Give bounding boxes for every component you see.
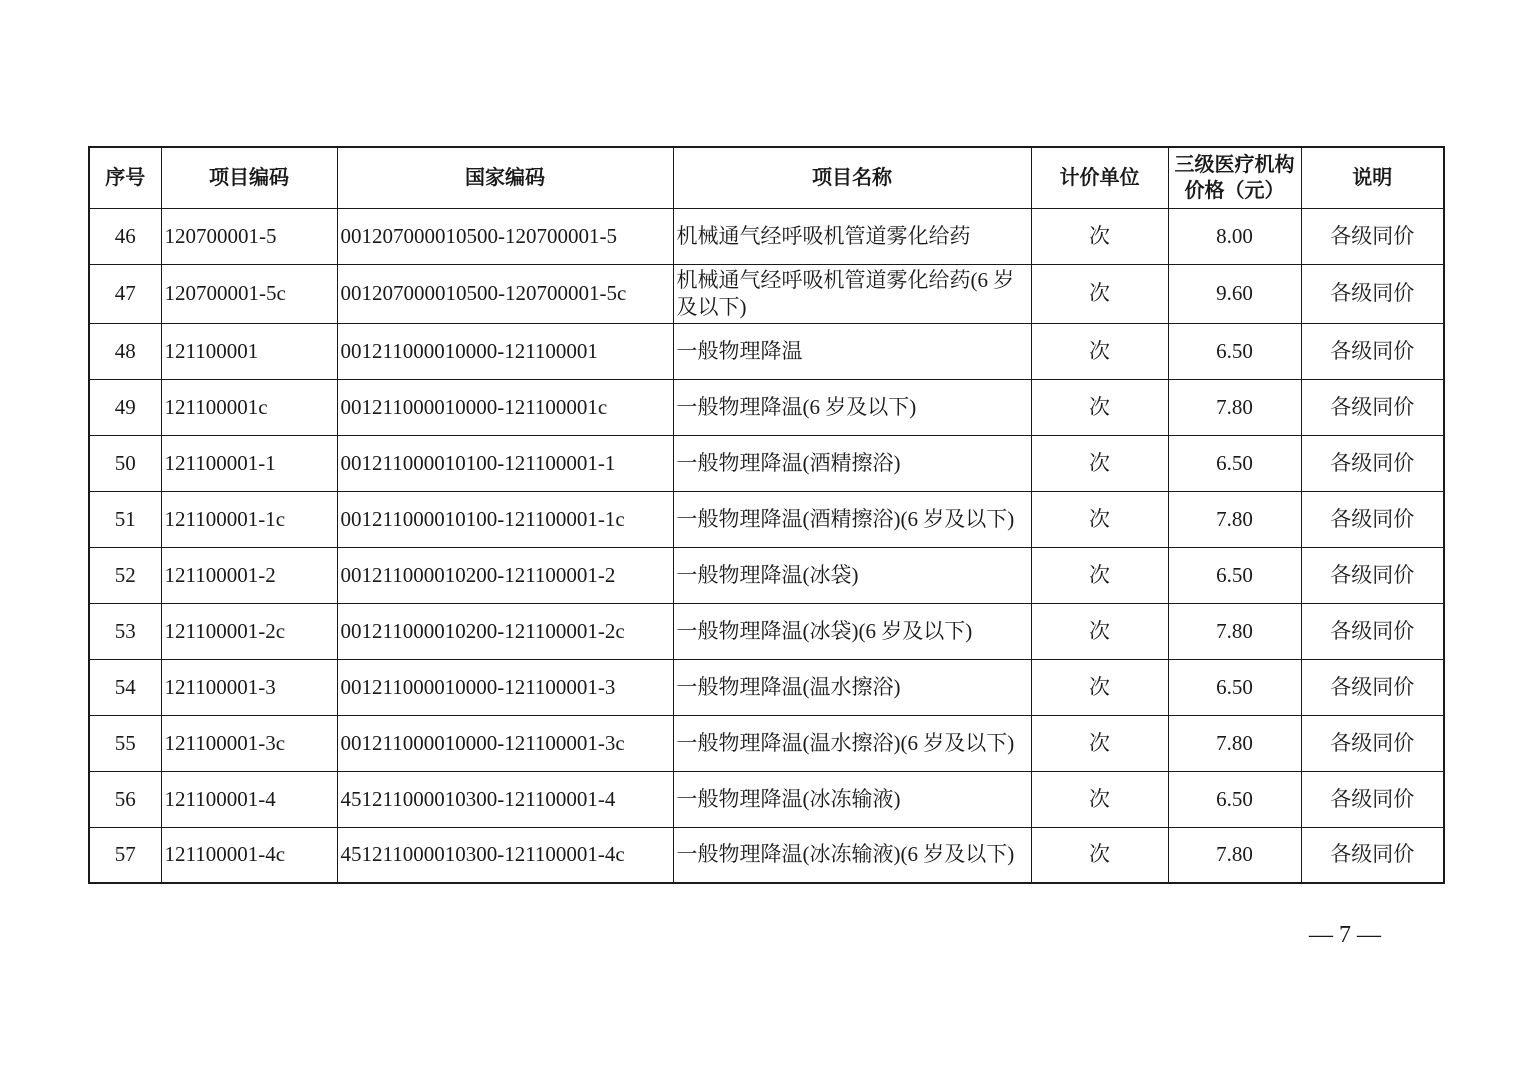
cell-seq-no: 56 (89, 771, 161, 827)
table-row (89, 208, 1444, 264)
cell-national-code: 451211000010300-121100001-4 (337, 771, 673, 827)
cell-price: 6.50 (1168, 771, 1301, 827)
cell-price: 8.00 (1168, 208, 1301, 264)
cell-item-code: 120700001-5c (161, 264, 337, 323)
header-unit: 计价单位 (1031, 147, 1168, 208)
cell-note: 各级同价 (1301, 827, 1444, 883)
cell-item-name: 一般物理降温(酒精擦浴)(6 岁及以下) (673, 491, 1031, 547)
cell-item-name: 一般物理降温 (673, 323, 1031, 379)
cell-item-code: 121100001 (161, 323, 337, 379)
cell-seq-no: 48 (89, 323, 161, 379)
cell-price: 7.80 (1168, 827, 1301, 883)
cell-item-code: 120700001-5 (161, 208, 337, 264)
cell-note: 各级同价 (1301, 715, 1444, 771)
cell-item-name: 一般物理降温(冰袋) (673, 547, 1031, 603)
cell-item-code: 121100001-4 (161, 771, 337, 827)
table-row (89, 659, 1444, 715)
cell-item-name: 一般物理降温(酒精擦浴) (673, 435, 1031, 491)
cell-note: 各级同价 (1301, 547, 1444, 603)
table-row (89, 491, 1444, 547)
cell-unit: 次 (1031, 827, 1168, 883)
header-national-code: 国家编码 (337, 147, 673, 208)
cell-unit: 次 (1031, 435, 1168, 491)
cell-item-name: 一般物理降温(温水擦浴) (673, 659, 1031, 715)
cell-national-code: 001207000010500-120700001-5c (337, 264, 673, 323)
cell-item-name: 一般物理降温(冰冻输液) (673, 771, 1031, 827)
cell-unit: 次 (1031, 659, 1168, 715)
cell-seq-no: 50 (89, 435, 161, 491)
page-number: — 7 — (1309, 922, 1381, 948)
header-item-code: 项目编码 (161, 147, 337, 208)
cell-item-code: 121100001-3c (161, 715, 337, 771)
table-row (89, 264, 1444, 323)
header-seq-no: 序号 (89, 147, 161, 208)
cell-national-code: 001211000010100-121100001-1c (337, 491, 673, 547)
cell-national-code: 001211000010000-121100001-3 (337, 659, 673, 715)
table-row (89, 323, 1444, 379)
table-body (89, 208, 1444, 883)
cell-unit: 次 (1031, 264, 1168, 323)
header-tier3-price: 三级医疗机构价格（元） (1168, 147, 1301, 208)
cell-national-code: 001211000010200-121100001-2 (337, 547, 673, 603)
cell-price: 6.50 (1168, 323, 1301, 379)
cell-unit: 次 (1031, 547, 1168, 603)
cell-seq-no: 57 (89, 827, 161, 883)
cell-unit: 次 (1031, 603, 1168, 659)
cell-price: 7.80 (1168, 603, 1301, 659)
table-row (89, 771, 1444, 827)
cell-unit: 次 (1031, 323, 1168, 379)
cell-unit: 次 (1031, 771, 1168, 827)
header-item-name: 项目名称 (673, 147, 1031, 208)
cell-price: 6.50 (1168, 659, 1301, 715)
cell-seq-no: 54 (89, 659, 161, 715)
cell-seq-no: 51 (89, 491, 161, 547)
table-header-row (89, 147, 1444, 208)
cell-note: 各级同价 (1301, 603, 1444, 659)
cell-seq-no: 53 (89, 603, 161, 659)
cell-unit: 次 (1031, 208, 1168, 264)
cell-unit: 次 (1031, 379, 1168, 435)
cell-national-code: 451211000010300-121100001-4c (337, 827, 673, 883)
table-row (89, 379, 1444, 435)
table-row (89, 715, 1444, 771)
cell-item-code: 121100001-1c (161, 491, 337, 547)
header-note: 说明 (1301, 147, 1444, 208)
cell-price: 6.50 (1168, 435, 1301, 491)
cell-price: 7.80 (1168, 715, 1301, 771)
cell-seq-no: 49 (89, 379, 161, 435)
table-row (89, 603, 1444, 659)
cell-note: 各级同价 (1301, 208, 1444, 264)
cell-note: 各级同价 (1301, 491, 1444, 547)
table-row (89, 547, 1444, 603)
cell-item-name: 机械通气经呼吸机管道雾化给药 (673, 208, 1031, 264)
cell-price: 9.60 (1168, 264, 1301, 323)
cell-item-name: 一般物理降温(6 岁及以下) (673, 379, 1031, 435)
cell-note: 各级同价 (1301, 323, 1444, 379)
cell-note: 各级同价 (1301, 659, 1444, 715)
cell-note: 各级同价 (1301, 264, 1444, 323)
cell-unit: 次 (1031, 491, 1168, 547)
medical-price-table (88, 146, 1445, 884)
cell-price: 7.80 (1168, 491, 1301, 547)
cell-note: 各级同价 (1301, 379, 1444, 435)
table-row (89, 435, 1444, 491)
cell-seq-no: 52 (89, 547, 161, 603)
cell-price: 6.50 (1168, 547, 1301, 603)
cell-item-code: 121100001-3 (161, 659, 337, 715)
cell-item-code: 121100001-2 (161, 547, 337, 603)
cell-item-code: 121100001c (161, 379, 337, 435)
cell-national-code: 001211000010100-121100001-1 (337, 435, 673, 491)
cell-item-code: 121100001-1 (161, 435, 337, 491)
cell-note: 各级同价 (1301, 771, 1444, 827)
cell-item-code: 121100001-4c (161, 827, 337, 883)
cell-item-code: 121100001-2c (161, 603, 337, 659)
cell-item-name: 一般物理降温(冰袋)(6 岁及以下) (673, 603, 1031, 659)
cell-item-name: 一般物理降温(冰冻输液)(6 岁及以下) (673, 827, 1031, 883)
cell-seq-no: 55 (89, 715, 161, 771)
cell-note: 各级同价 (1301, 435, 1444, 491)
cell-national-code: 001211000010000-121100001-3c (337, 715, 673, 771)
cell-national-code: 001207000010500-120700001-5 (337, 208, 673, 264)
cell-national-code: 001211000010000-121100001c (337, 379, 673, 435)
cell-price: 7.80 (1168, 379, 1301, 435)
cell-unit: 次 (1031, 715, 1168, 771)
cell-item-name: 机械通气经呼吸机管道雾化给药(6 岁及以下) (673, 264, 1031, 323)
table-row (89, 827, 1444, 883)
cell-national-code: 001211000010000-121100001 (337, 323, 673, 379)
cell-national-code: 001211000010200-121100001-2c (337, 603, 673, 659)
cell-seq-no: 47 (89, 264, 161, 323)
cell-item-name: 一般物理降温(温水擦浴)(6 岁及以下) (673, 715, 1031, 771)
cell-seq-no: 46 (89, 208, 161, 264)
